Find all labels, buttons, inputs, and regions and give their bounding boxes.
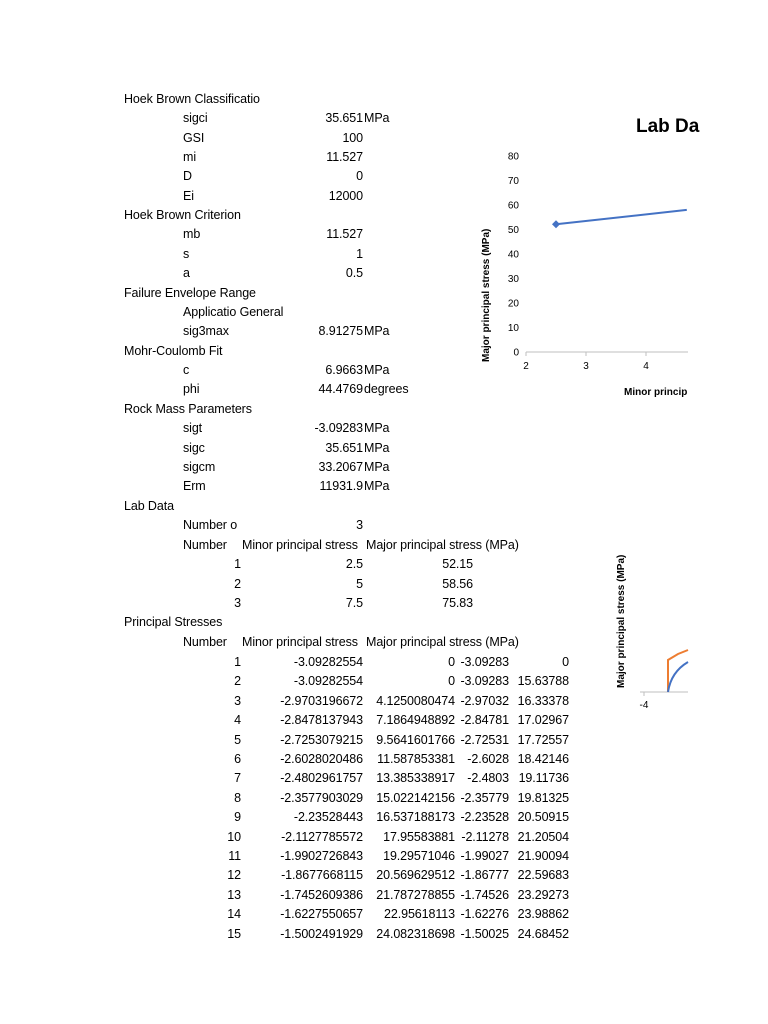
cell-minor: -2.6028020486 [280,752,363,766]
cell-minor: -2.9703196672 [280,693,363,708]
cell-number: 9 [234,810,241,825]
cell-sig3: -2.72531 [460,732,509,747]
cell-number: 8 [234,790,241,805]
cell-minor: -1.9902726843 [280,849,363,863]
cell-minor: -2.1127785572 [281,829,363,844]
x-tick-label: -4 [639,700,649,711]
y-tick-label: 50 [507,225,519,236]
cell-number: 4 [234,713,241,728]
param-label: GSI [183,131,205,145]
param-unit: MPa [364,421,390,435]
principal-header-number: Number [183,635,227,649]
cell-major: 15.022142156 [376,790,455,805]
cell-sig3: -2.84781 [460,713,509,728]
y-tick-label: 40 [507,249,519,261]
cell-major: 20.569629512 [376,868,455,883]
param-value: 100 [342,131,363,145]
lab-data-chart-svg [470,100,700,410]
cell-number: 11 [228,849,241,863]
cell-minor: -1.5002491929 [280,926,363,941]
section-hoek-brown-criterion: Hoek Brown Criterion [124,208,241,222]
param-unit: MPa [364,441,390,455]
param-label: mi [183,150,196,164]
cell-number: 12 [227,868,241,883]
cell-sig3: -2.4803 [467,771,509,786]
lab-count-value: 3 [356,518,363,532]
param-value: 44.4769 [318,382,363,396]
cell-sig1: 23.29273 [517,887,569,902]
lab-cell-minor: 2.5 [345,557,363,571]
param-value: 8.91275 [318,324,363,338]
param-label: a [183,266,190,280]
param-label: Applicatio General [183,305,284,319]
chart-x-axis-label: Minor princip [624,387,688,398]
cell-major: 0 [448,655,455,669]
cell-sig3: -1.50025 [460,926,509,941]
section-mohr-coulomb-fit: Mohr-Coulomb Fit [124,344,223,358]
lab-cell-major: 52.15 [442,557,473,571]
param-value: 0.5 [345,266,363,280]
cell-sig1: 18.42146 [517,752,569,766]
section-principal-stresses: Principal Stresses [124,615,223,629]
param-value: 35.651 [325,111,363,125]
cell-sig3: -1.74526 [460,887,509,902]
param-label: phi [183,382,200,396]
cell-sig1: 19.81325 [517,790,569,805]
y-tick-label: 80 [507,151,519,163]
section-lab-data: Lab Data [124,499,174,513]
param-value: 6.9663 [325,363,363,377]
principal-header-major-stress: Major principal stress (MPa) [366,635,519,649]
cell-sig1: 20.50915 [517,810,569,825]
cell-major: 16.537188173 [376,810,455,825]
cell-major: 24.082318698 [376,926,455,941]
cell-sig3: -2.6028 [467,752,509,766]
param-label: Erm [183,479,206,493]
cell-major: 0 [448,674,455,689]
param-unit: degrees [364,382,409,396]
cell-number: 2 [234,674,241,689]
param-label: sigcm [183,460,216,474]
cell-minor: -1.6227550657 [280,907,363,922]
param-label: Ei [183,189,194,203]
cell-number: 5 [234,732,241,747]
cell-number: 10 [227,829,241,844]
cell-major: 11.587853381 [377,752,455,766]
param-value: 12000 [328,189,363,203]
cell-sig1: 15.63788 [517,674,569,689]
cell-number: 13 [227,887,241,902]
principal-stress-chart-svg [600,530,688,720]
cell-sig1: 24.68452 [517,926,569,941]
cell-minor: -1.7452609386 [280,887,363,902]
param-unit: MPa [364,111,390,125]
data-point-marker [552,220,560,228]
cell-major: 22.95618113 [384,907,455,922]
cell-number: 6 [234,752,241,766]
cell-major: 17.95583881 [383,829,455,844]
chart-title: Lab Da [636,116,700,137]
cell-number: 1 [234,655,241,669]
param-label: sigc [183,441,205,455]
y-tick-label: 60 [507,200,519,212]
cell-minor: -3.09282554 [293,674,363,689]
lab-count-label: Number o [183,518,238,532]
chart-y-axis-label: Major principal stress (MPa) [481,228,492,362]
param-label: mb [183,227,201,241]
cell-number: 3 [234,693,241,708]
cell-minor: -1.8677668115 [281,868,363,883]
param-label: c [183,363,190,377]
param-label: sig3max [183,324,229,338]
cell-sig3: -1.86777 [460,868,509,883]
lab-header-major-stress: Major principal stress (MPa) [366,538,519,552]
cell-number: 15 [227,926,241,941]
param-value: -3.09283 [314,421,363,435]
lab-cell-number: 3 [234,596,241,610]
lab-cell-minor: 7.5 [345,596,363,610]
y-tick-label: 10 [507,323,519,334]
y-tick-label: 70 [507,176,519,187]
cell-sig3: -3.09283 [460,655,509,669]
lab-data-chart [470,100,700,410]
cell-sig1: 0 [562,655,569,669]
lab-cell-major: 58.56 [442,577,473,591]
cell-sig3: -1.62276 [460,907,509,922]
param-unit: MPa [364,324,390,338]
y-tick-label: 20 [507,298,519,310]
lab-cell-major: 75.83 [442,596,473,610]
cell-sig1: 17.02967 [517,713,569,728]
lab-cell-number: 1 [234,557,241,571]
cell-sig3: -2.23528 [460,810,509,825]
cell-sig1: 21.20504 [517,829,569,844]
param-unit: MPa [364,479,390,493]
cell-sig1: 21.90094 [517,849,569,863]
cell-major: 9.5641601766 [376,732,455,747]
lab-header-minor-stress: Minor principal stress [242,538,358,552]
x-tick-label: 3 [583,361,589,372]
cell-sig1: 23.98862 [517,907,569,922]
principal-header-minor-stress: Minor principal stress [242,635,358,649]
param-label: s [183,247,190,261]
section-hoek-brown-classification: Hoek Brown Classificatio [124,92,260,106]
param-label: D [183,169,192,183]
param-unit: MPa [364,460,390,474]
param-unit: MPa [364,363,390,377]
cell-major: 19.29571046 [383,849,455,863]
x-tick-label: 4 [643,361,649,372]
cell-minor: -2.3577903029 [280,790,363,805]
cell-minor: -2.7253079215 [280,732,363,747]
param-label: sigt [183,421,203,435]
cell-sig3: -1.99027 [460,849,509,863]
cell-minor: -2.23528443 [293,810,363,825]
x-tick-label: 2 [523,361,529,372]
cell-minor: -2.8478137943 [280,713,363,728]
y-tick-label: 30 [507,274,519,285]
section-rock-mass-parameters: Rock Mass Parameters [124,402,252,416]
param-value: 35.651 [325,441,363,455]
lab-cell-minor: 5 [356,577,363,591]
cell-sig1: 16.33378 [517,693,569,708]
cell-sig1: 17.72557 [517,732,569,747]
series-line [668,662,688,692]
cell-major: 21.787278855 [376,887,455,902]
cell-number: 7 [234,771,241,786]
cell-sig3: -2.35779 [460,790,509,805]
cell-major: 4.1250080474 [376,693,455,708]
principal-stress-chart [600,530,688,720]
cell-sig3: -2.97032 [460,693,509,708]
param-value: 0 [356,169,363,183]
param-value: 33.2067 [318,460,363,474]
param-value: 11.527 [326,227,363,241]
cell-minor: -3.09282554 [293,655,363,669]
section-failure-envelope-range: Failure Envelope Range [124,286,256,300]
param-value: 11.527 [326,150,363,164]
y-tick-label: 0 [513,347,519,359]
param-label: sigci [183,111,208,125]
lab-cell-number: 2 [234,577,241,591]
cell-sig3: -3.09283 [460,674,509,689]
cell-major: 7.1864948892 [376,713,455,728]
cell-minor: -2.4802961757 [280,771,363,786]
cell-sig1: 22.59683 [517,868,569,883]
cell-sig3: -2.11278 [461,829,509,844]
cell-major: 13.385338917 [376,771,455,786]
param-value: 11931.9 [319,479,363,493]
lab-header-number: Number [183,538,227,552]
cell-sig1: 19.11736 [518,771,569,786]
param-value: 1 [356,247,363,261]
cell-number: 14 [227,907,241,922]
series-line [556,210,687,224]
chart-y-axis-label: Major principal stress (MPa) [616,554,627,688]
